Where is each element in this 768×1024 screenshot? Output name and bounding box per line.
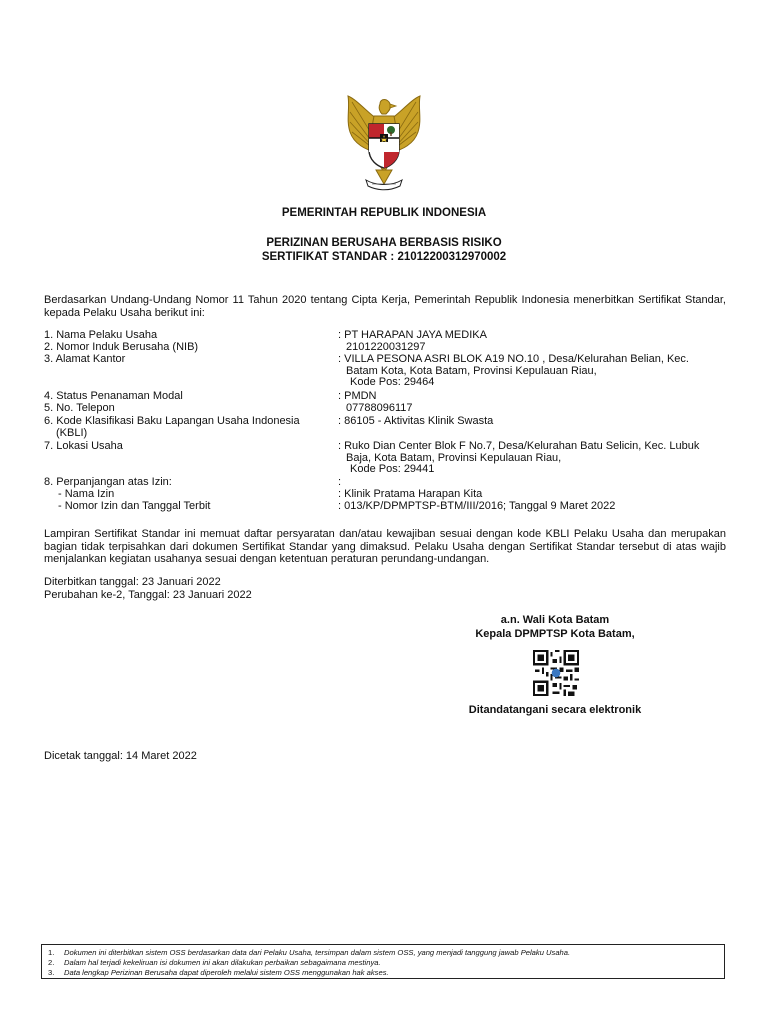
qr-code-icon <box>533 650 579 696</box>
footer-note: 2. Dalam hal terjadi kekeliruan isi dokumen ini akan dilakukan perbaikan sebagaimana mestinya. <box>48 957 381 967</box>
field-label: 2. Nomor Induk Berusaha (NIB) <box>44 341 199 353</box>
field-value: : <box>338 476 342 488</box>
field-value: : Ruko Dian Center Blok F No.7, Desa/Kelurahan Batu Selicin, Kec. Lubuk Baja, Kota Batam, Provinsi Kepulauan Riau, Kode Pos: 29441 <box>338 440 700 475</box>
footer-notes <box>41 944 725 979</box>
field-label: 1. Nama Pelaku Usaha <box>44 329 158 341</box>
field-label: 5. No. Telepon <box>44 402 115 414</box>
field-label: - Nomor Izin dan Tanggal Terbit <box>58 500 211 512</box>
garuda-emblem-icon <box>336 94 432 194</box>
government-heading: PEMERINTAH REPUBLIK INDONESIA <box>281 207 487 219</box>
field-value: 2101220031297 <box>346 341 426 353</box>
field-label: 4. Status Penanaman Modal <box>44 390 183 402</box>
signatory-line-2: Kepala DPMPTSP Kota Batam, <box>475 628 635 640</box>
field-value: : VILLA PESONA ASRI BLOK A19 NO.10 , Desa/Kelurahan Belian, Kec. Batam Kota, Kota Batam, Provinsi Kepulauan Riau, Kode Pos: 29464 <box>338 353 689 388</box>
field-value: : PMDN <box>338 390 377 402</box>
signatory-line-1: a.n. Wali Kota Batam <box>500 614 610 626</box>
document-title: PERIZINAN BERUSAHA BERBASIS RISIKO <box>266 237 502 249</box>
issued-date: Diterbitkan tanggal: 23 Januari 2022 <box>44 576 221 588</box>
field-value: : 86105 - Aktivitas Klinik Swasta <box>338 415 494 427</box>
printed-date: Dicetak tanggal: 14 Maret 2022 <box>44 750 197 762</box>
intro-paragraph: Berdasarkan Undang-Undang Nomor 11 Tahun 2020 tentang Cipta Kerja, Pemerintah Republik Indonesia menerbitkan Sertifikat Standar, kepada Pelaku Usaha berikut ini: <box>44 294 726 319</box>
attachment-paragraph: Lampiran Sertifikat Standar ini memuat daftar persyaratan dan/atau kewajiban sesuai dengan kode KBLI Pelaku Usaha dan merupakan bagian tidak terpisahkan dari dokumen Sertifikat Standar yang dimaksud. Pelaku Usaha dengan Sertifikat Standar tersebut di atas wajib menjalankan kegiatan usahanya sesuai dengan ketentuan peraturan perundang-undangan. <box>44 528 726 565</box>
electronic-signature-text: Ditandatangani secara elektronik <box>468 704 642 716</box>
certificate-number: SERTIFIKAT STANDAR : 21012200312970002 <box>261 251 507 263</box>
field-value: : Klinik Pratama Harapan Kita <box>338 488 483 500</box>
field-label: 8. Perpanjangan atas Izin: <box>44 476 172 488</box>
field-value: : 013/KP/DPMPTSP-BTM/III/2016; Tanggal 9 Maret 2022 <box>338 500 616 512</box>
revision-date: Perubahan ke-2, Tanggal: 23 Januari 2022 <box>44 589 252 601</box>
field-label: 3. Alamat Kantor <box>44 353 126 365</box>
footer-note: 3. Data lengkap Perizinan Berusaha dapat diperoleh melalui sistem OSS menggunakan hak akses. <box>48 967 389 977</box>
field-label: - Nama Izin <box>58 488 115 500</box>
field-value: : PT HARAPAN JAYA MEDIKA <box>338 329 487 341</box>
field-value: 07788096117 <box>346 402 413 414</box>
footer-note: 1. Dokumen ini diterbitkan sistem OSS berdasarkan data dari Pelaku Usaha, tersimpan dalam sistem OSS, yang menjadi tanggung jawab Pelaku Usaha. <box>48 948 571 957</box>
field-label: 6. Kode Klasifikasi Baku Lapangan Usaha Indonesia (KBLI) <box>44 415 300 439</box>
field-label: 7. Lokasi Usaha <box>44 440 123 452</box>
